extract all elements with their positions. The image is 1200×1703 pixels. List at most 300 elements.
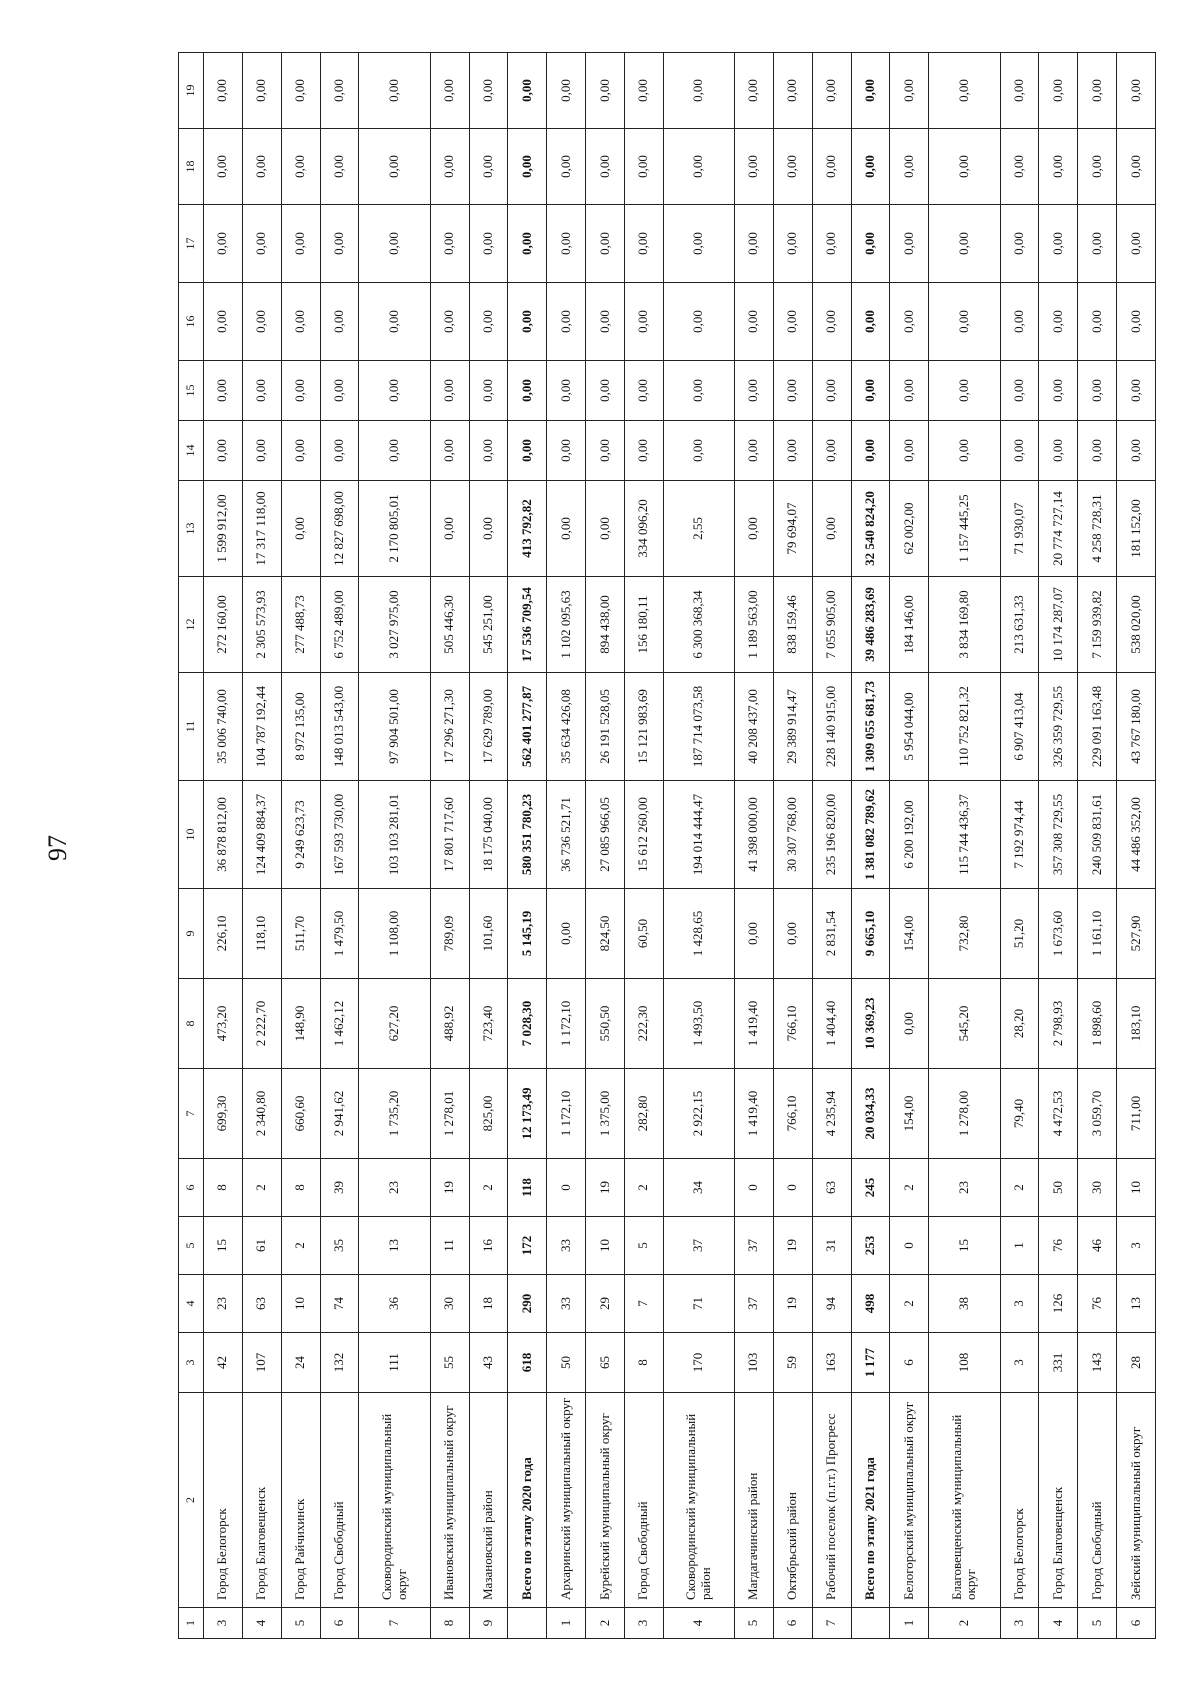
value-cell: 5 145,19 [508,889,547,979]
row-number-cell: 3 [1000,1608,1039,1639]
value-cell: 562 401 277,87 [508,673,547,781]
column-header-14: 14 [179,421,204,481]
value-cell: 0,00 [320,53,359,129]
value-cell: 19 [773,1217,812,1275]
value-cell: 0,00 [851,205,890,283]
value-cell: 0,00 [469,421,508,481]
value-cell: 43 767 180,00 [1117,673,1156,781]
value-cell: 2 [469,1159,508,1217]
territory-name-cell: Октябрьский район [773,1393,812,1608]
value-cell: 357 308 729,55 [1039,781,1078,889]
value-cell: 4 235,94 [812,1069,851,1159]
value-cell: 0,00 [1000,129,1039,205]
column-header-15: 15 [179,361,204,421]
value-cell: 0,00 [773,361,812,421]
value-cell: 2 [242,1159,281,1217]
column-header-12: 12 [179,577,204,673]
value-cell: 0,00 [929,361,1000,421]
value-cell: 0,00 [359,53,430,129]
column-header-2: 2 [179,1393,204,1608]
value-cell: 163 [812,1333,851,1393]
value-cell: 167 593 730,00 [320,781,359,889]
value-cell: 488,92 [430,979,469,1069]
value-cell: 103 103 281,01 [359,781,430,889]
value-cell: 0,00 [547,53,586,129]
value-cell: 43 [469,1333,508,1393]
value-cell: 13 [359,1217,430,1275]
value-cell: 0,00 [735,129,774,205]
column-header-17: 17 [179,205,204,283]
row-number-cell: 6 [1117,1608,1156,1639]
territory-name-cell: Бурейский муниципальный округ [586,1393,625,1608]
value-cell: 44 486 352,00 [1117,781,1156,889]
value-cell: 0,00 [812,361,851,421]
value-cell: 0,00 [773,129,812,205]
value-cell: 148,90 [281,979,320,1069]
value-cell: 0,00 [851,421,890,481]
value-cell: 65 [586,1333,625,1393]
value-cell: 0,00 [773,205,812,283]
value-cell: 0,00 [430,53,469,129]
value-cell: 0,00 [320,129,359,205]
value-cell: 2 [890,1159,929,1217]
value-cell: 3 [1117,1217,1156,1275]
value-cell: 272 160,00 [204,577,243,673]
value-cell: 23 [929,1159,1000,1217]
value-cell: 26 191 528,05 [586,673,625,781]
value-cell: 235 196 820,00 [812,781,851,889]
value-cell: 23 [359,1159,430,1217]
value-cell: 0,00 [735,205,774,283]
value-cell: 0,00 [469,205,508,283]
row-number-cell: 4 [1039,1608,1078,1639]
territory-name-cell: Город Свободный [1078,1393,1117,1608]
territory-name-cell: Всего по этапу 2020 года [508,1393,547,1608]
value-cell: 0,00 [430,421,469,481]
value-cell: 0,00 [1117,53,1156,129]
value-cell: 0,00 [890,421,929,481]
value-cell: 0,00 [929,53,1000,129]
value-cell: 61 [242,1217,281,1275]
value-cell: 0,00 [929,205,1000,283]
value-cell: 0,00 [359,361,430,421]
value-cell: 0,00 [469,53,508,129]
value-cell: 94 [812,1275,851,1333]
value-cell: 0,00 [508,283,547,361]
value-cell: 29 389 914,47 [773,673,812,781]
value-cell: 0,00 [281,361,320,421]
value-cell: 0,00 [430,361,469,421]
value-cell: 8 972 135,00 [281,673,320,781]
territory-name-cell: Всего по этапу 2021 года [851,1393,890,1608]
value-cell: 505 446,30 [430,577,469,673]
value-cell: 228 140 915,00 [812,673,851,781]
value-cell: 0,00 [204,421,243,481]
value-cell: 8 [624,1333,663,1393]
value-cell: 0,00 [1078,205,1117,283]
value-cell: 0,00 [735,889,774,979]
value-cell: 101,60 [469,889,508,979]
value-cell: 0,00 [773,283,812,361]
row-number-cell: 4 [663,1608,734,1639]
value-cell: 660,60 [281,1069,320,1159]
value-cell: 0,00 [890,361,929,421]
value-cell: 0 [547,1159,586,1217]
value-cell: 0,00 [812,421,851,481]
value-cell: 0,00 [281,129,320,205]
value-cell: 124 409 884,37 [242,781,281,889]
value-cell: 3 [1000,1275,1039,1333]
territory-name-cell: Город Свободный [320,1393,359,1608]
value-cell: 5 [624,1217,663,1275]
value-cell: 156 180,11 [624,577,663,673]
table-row [281,53,320,1639]
value-cell: 10 [281,1275,320,1333]
value-cell: 0,00 [890,53,929,129]
value-cell: 0,00 [1000,53,1039,129]
value-cell: 126 [1039,1275,1078,1333]
value-cell: 3 059,70 [1078,1069,1117,1159]
value-cell: 154,00 [890,889,929,979]
value-cell: 0,00 [663,283,734,361]
value-cell: 104 787 192,44 [242,673,281,781]
table-row [890,53,929,1639]
value-cell: 76 [1078,1275,1117,1333]
value-cell: 240 509 831,61 [1078,781,1117,889]
value-cell: 28 [1117,1333,1156,1393]
value-cell: 0,00 [1078,129,1117,205]
value-cell: 194 014 444,47 [663,781,734,889]
value-cell: 0,00 [1000,205,1039,283]
value-cell: 0,00 [851,129,890,205]
value-cell: 0,00 [1039,283,1078,361]
value-cell: 0,00 [586,129,625,205]
value-cell: 0 [890,1217,929,1275]
row-number-cell: 5 [281,1608,320,1639]
row-number-cell: 5 [1078,1608,1117,1639]
value-cell: 2 [281,1217,320,1275]
value-cell: 0,00 [359,129,430,205]
value-cell: 0 [735,1159,774,1217]
table-row [812,53,851,1639]
value-cell: 0,00 [1000,421,1039,481]
value-cell: 7 028,30 [508,979,547,1069]
value-cell: 766,10 [773,979,812,1069]
value-cell: 0,00 [624,283,663,361]
value-cell: 1 419,40 [735,1069,774,1159]
row-number-cell: 6 [320,1608,359,1639]
value-cell: 0,00 [773,421,812,481]
value-cell: 277 488,73 [281,577,320,673]
value-cell: 0,00 [1078,53,1117,129]
value-cell: 580 351 780,23 [508,781,547,889]
value-cell: 0,00 [663,129,734,205]
value-cell: 0,00 [204,205,243,283]
value-cell: 1 309 055 681,73 [851,673,890,781]
value-cell: 0,00 [547,205,586,283]
value-cell: 838 159,46 [773,577,812,673]
value-cell: 1 381 082 789,62 [851,781,890,889]
value-cell: 10 174 287,07 [1039,577,1078,673]
value-cell: 0,00 [663,53,734,129]
table-row [242,53,281,1639]
value-cell: 15 121 983,69 [624,673,663,781]
row-number-cell: 6 [773,1608,812,1639]
value-cell: 1 419,40 [735,979,774,1069]
row-number-cell: 7 [359,1608,430,1639]
value-cell: 111 [359,1333,430,1393]
value-cell: 0,00 [242,421,281,481]
column-header-19: 19 [179,53,204,129]
value-cell: 253 [851,1217,890,1275]
value-cell: 229 091 163,48 [1078,673,1117,781]
value-cell: 8 [204,1159,243,1217]
value-cell: 0,00 [281,205,320,283]
value-cell: 1 599 912,00 [204,481,243,577]
column-header-13: 13 [179,481,204,577]
value-cell: 1 172,10 [547,1069,586,1159]
value-cell: 15 [204,1217,243,1275]
value-cell: 0 [773,1159,812,1217]
value-cell: 18 175 040,00 [469,781,508,889]
value-cell: 538 020,00 [1117,577,1156,673]
value-cell: 4 472,53 [1039,1069,1078,1159]
value-cell: 19 [773,1275,812,1333]
value-cell: 550,50 [586,979,625,1069]
value-cell: 63 [812,1159,851,1217]
value-cell: 0,00 [812,129,851,205]
table-row [735,53,774,1639]
value-cell: 103 [735,1333,774,1393]
value-cell: 9 249 623,73 [281,781,320,889]
value-cell: 10 [1117,1159,1156,1217]
value-cell: 0,00 [242,129,281,205]
value-cell: 50 [547,1333,586,1393]
value-cell: 0,00 [624,129,663,205]
value-cell: 1 161,10 [1078,889,1117,979]
value-cell: 0,00 [735,361,774,421]
value-cell: 0,00 [890,283,929,361]
value-cell: 17 801 717,60 [430,781,469,889]
value-cell: 12 827 698,00 [320,481,359,577]
column-header-11: 11 [179,673,204,781]
value-cell: 0,00 [1078,421,1117,481]
column-header-4: 4 [179,1275,204,1333]
value-cell: 184 146,00 [890,577,929,673]
value-cell: 34 [663,1159,734,1217]
value-cell: 0,00 [281,481,320,577]
value-cell: 0,00 [204,129,243,205]
territory-name-cell: Магдагачинский район [735,1393,774,1608]
row-number-cell: 3 [204,1608,243,1639]
value-cell: 0,00 [851,283,890,361]
value-cell: 51,20 [1000,889,1039,979]
value-cell: 527,90 [1117,889,1156,979]
value-cell: 0,00 [1117,205,1156,283]
value-cell: 0,00 [547,481,586,577]
value-cell: 35 [320,1217,359,1275]
value-cell: 30 [430,1275,469,1333]
value-cell: 46 [1078,1217,1117,1275]
value-cell: 0,00 [547,421,586,481]
value-cell: 8 [281,1159,320,1217]
value-cell: 4 258 728,31 [1078,481,1117,577]
value-cell: 0,00 [242,205,281,283]
value-cell: 226,10 [204,889,243,979]
value-cell: 825,00 [469,1069,508,1159]
value-cell: 74 [320,1275,359,1333]
value-cell: 824,50 [586,889,625,979]
value-cell: 33 [547,1275,586,1333]
value-cell: 7 055 905,00 [812,577,851,673]
value-cell: 0,00 [242,283,281,361]
value-cell: 326 359 729,55 [1039,673,1078,781]
value-cell: 0,00 [547,129,586,205]
value-cell: 0,00 [320,283,359,361]
table-row [663,53,734,1639]
value-cell: 0,00 [1117,129,1156,205]
value-cell: 37 [735,1217,774,1275]
value-cell: 1 157 445,25 [929,481,1000,577]
value-cell: 60,50 [624,889,663,979]
value-cell: 0,00 [851,361,890,421]
value-cell: 0,00 [735,53,774,129]
territory-name-cell: Мазановский район [469,1393,508,1608]
total-row [508,53,547,1639]
value-cell: 31 [812,1217,851,1275]
value-cell: 0,00 [430,205,469,283]
value-cell: 2 170 805,01 [359,481,430,577]
value-cell: 0,00 [890,205,929,283]
value-cell: 6 [890,1333,929,1393]
value-cell: 0,00 [204,53,243,129]
value-cell: 0,00 [735,481,774,577]
total-row [851,53,890,1639]
value-cell: 132 [320,1333,359,1393]
value-cell: 0,00 [1117,361,1156,421]
value-cell: 18 [469,1275,508,1333]
value-cell: 0,00 [320,421,359,481]
row-number-cell: 7 [812,1608,851,1639]
value-cell: 2,55 [663,481,734,577]
row-number-cell: 9 [469,1608,508,1639]
value-cell: 0,00 [320,205,359,283]
value-cell: 1 108,00 [359,889,430,979]
value-cell: 36 [359,1275,430,1333]
column-header-9: 9 [179,889,204,979]
value-cell: 1 404,40 [812,979,851,1069]
value-cell: 0,00 [1039,205,1078,283]
value-cell: 1 735,20 [359,1069,430,1159]
value-cell: 331 [1039,1333,1078,1393]
value-cell: 0,00 [929,129,1000,205]
value-cell: 0,00 [469,129,508,205]
value-cell: 545,20 [929,979,1000,1069]
row-number-cell: 5 [735,1608,774,1639]
value-cell: 0,00 [1117,421,1156,481]
value-cell: 789,09 [430,889,469,979]
value-cell: 0,00 [812,283,851,361]
column-header-18: 18 [179,129,204,205]
data-table [178,52,1156,1639]
value-cell: 143 [1078,1333,1117,1393]
value-cell: 2 [890,1275,929,1333]
value-cell: 0,00 [812,205,851,283]
value-cell: 32 540 824,20 [851,481,890,577]
territory-name-cell: Зейский муниципальный округ [1117,1393,1156,1608]
value-cell: 1 462,12 [320,979,359,1069]
value-cell: 107 [242,1333,281,1393]
value-cell: 76 [1039,1217,1078,1275]
value-cell: 245 [851,1159,890,1217]
value-cell: 23 [204,1275,243,1333]
value-cell: 115 744 436,37 [929,781,1000,889]
value-cell: 0,00 [586,481,625,577]
table-body [204,53,1156,1639]
table-row [1117,53,1156,1639]
value-cell: 55 [430,1333,469,1393]
value-cell: 0,00 [430,283,469,361]
value-cell: 187 714 073,58 [663,673,734,781]
value-cell: 12 173,49 [508,1069,547,1159]
value-cell: 1 278,00 [929,1069,1000,1159]
value-cell: 7 159 939,82 [1078,577,1117,673]
value-cell: 16 [469,1217,508,1275]
value-cell: 97 904 501,00 [359,673,430,781]
rotated-table-container [178,57,1156,1639]
value-cell: 0,00 [1039,129,1078,205]
value-cell: 36 878 812,00 [204,781,243,889]
value-cell: 3 834 169,80 [929,577,1000,673]
value-cell: 0,00 [586,421,625,481]
value-cell: 0,00 [773,889,812,979]
value-cell: 39 [320,1159,359,1217]
value-cell: 170 [663,1333,734,1393]
value-cell: 0,00 [359,205,430,283]
territory-name-cell: Рабочий поселок (п.г.т.) Прогресс [812,1393,851,1608]
value-cell: 894 438,00 [586,577,625,673]
row-number-cell [508,1608,547,1639]
value-cell: 0,00 [586,283,625,361]
row-number-cell: 1 [547,1608,586,1639]
value-cell: 0,00 [1078,283,1117,361]
value-cell: 766,10 [773,1069,812,1159]
row-number-cell: 8 [430,1608,469,1639]
table-row [547,53,586,1639]
value-cell: 19 [430,1159,469,1217]
value-cell: 118 [508,1159,547,1217]
column-header-8: 8 [179,979,204,1069]
value-cell: 154,00 [890,1069,929,1159]
value-cell: 0,00 [281,53,320,129]
value-cell: 0,00 [890,129,929,205]
value-cell: 0,00 [1000,361,1039,421]
value-cell: 108 [929,1333,1000,1393]
value-cell: 0,00 [929,421,1000,481]
value-cell: 1 375,00 [586,1069,625,1159]
value-cell: 413 792,82 [508,481,547,577]
value-cell: 0,00 [624,205,663,283]
page-number: 97 [43,835,72,861]
value-cell: 290 [508,1275,547,1333]
value-cell: 9 665,10 [851,889,890,979]
value-cell: 0,00 [586,53,625,129]
value-cell: 0,00 [547,283,586,361]
value-cell: 6 200 192,00 [890,781,929,889]
table-row [1039,53,1078,1639]
value-cell: 699,30 [204,1069,243,1159]
value-cell: 30 307 768,00 [773,781,812,889]
